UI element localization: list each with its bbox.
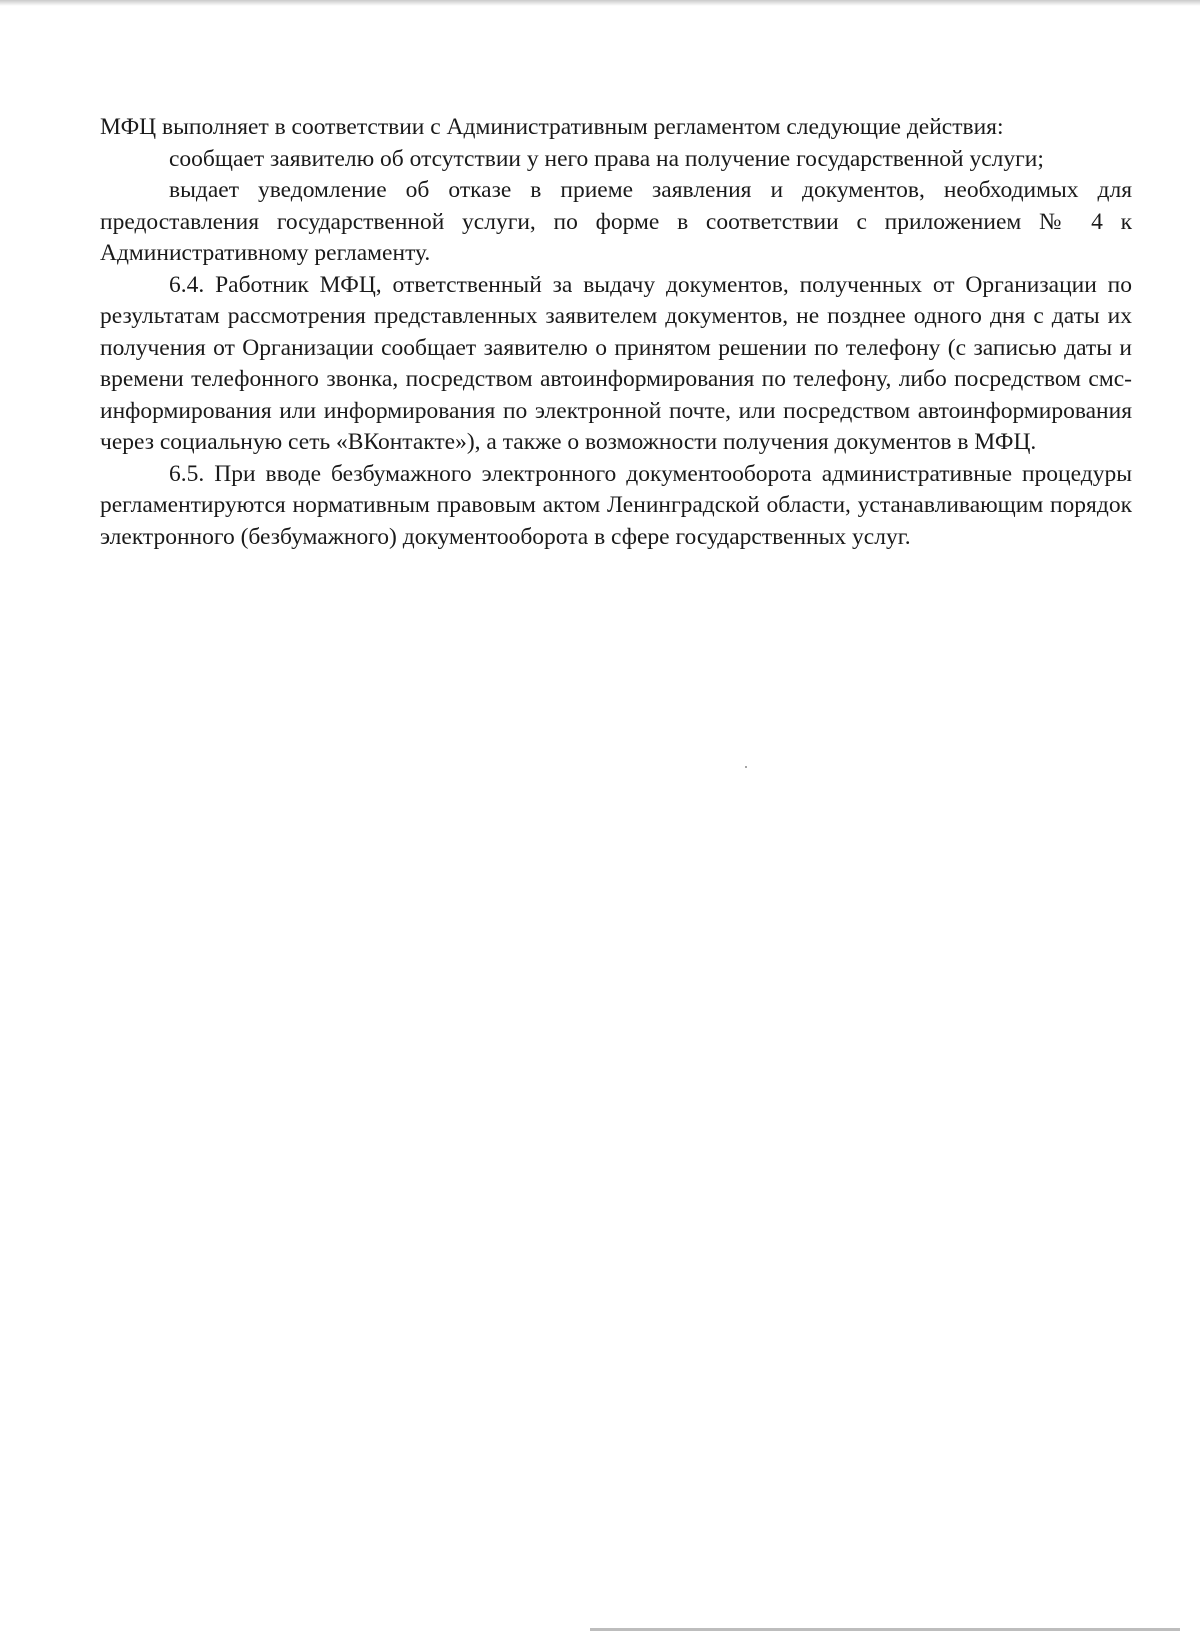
scan-edge-bottom	[590, 1628, 1180, 1631]
paragraph-refusal-notice: выдает уведомление об отказе в приеме заявления и документов, необходимых для предоставления государственной услуги, по форме в соответствии с приложением № 4 к Административному регламенту.	[100, 177, 1132, 266]
scan-speck	[745, 766, 747, 768]
paragraph-6-5: 6.5. При вводе безбумажного электронного документооборота административные процедуры регламентируются нормативным правовым актом Ленинградской области, устанавливающим порядок электронного (безбумажного) документооборота в сфере государственных услуг.	[100, 460, 1132, 550]
paragraph-notify-no-right: сообщает заявителю об отсутствии у него права на получение государственной услуги;	[169, 145, 1044, 172]
paragraph-6-4: 6.4. Работник МФЦ, ответственный за выдачу документов, полученных от Организации по результатам рассмотрения представленных заявителем документов, не позднее одного дня с даты их получения от Организации сообщает заявителю о принятом решении по телефону (с записью даты и времени телефонного звонка, посредством автоинформирования по телефону, либо посредством смс-информирования или информирования по электронной почте, или посредством автоинформирования через социальную сеть «ВКонтакте»), а также о возможности получения документов в МФЦ.	[100, 271, 1132, 455]
scan-edge-top	[0, 0, 1200, 6]
document-body	[100, 112, 1132, 553]
paragraph-mfc-actions: МФЦ выполняет в соответствии с Административным регламентом следующие действия:	[100, 114, 1004, 140]
